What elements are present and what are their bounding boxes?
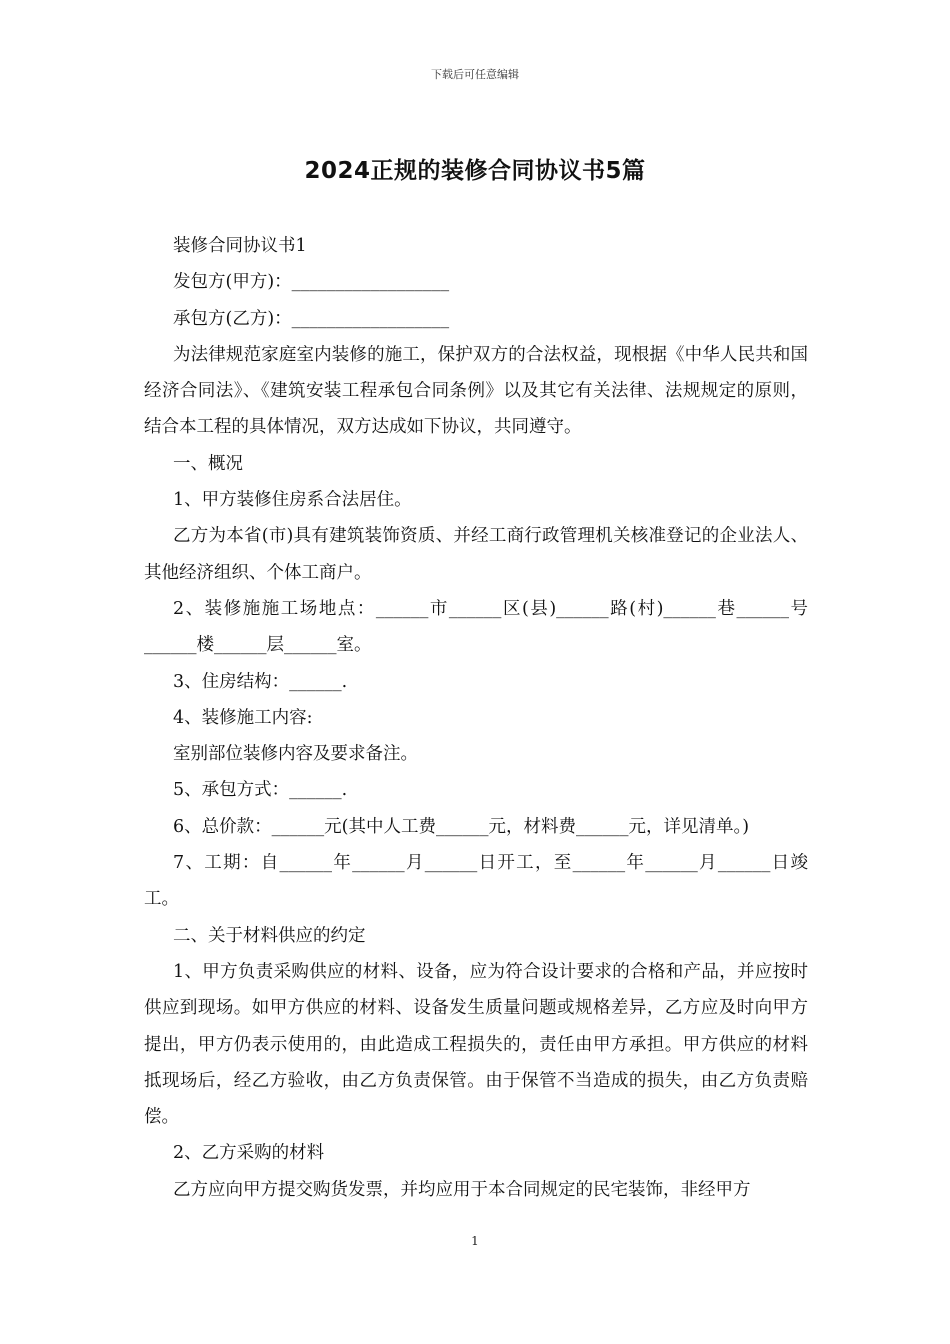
- paragraph-materials-1: 1、甲方负责采购供应的材料、设备，应为符合设计要求的合格和产品，并应按时供应到现场。如甲方供应的材料、设备发生质量问题或规格差异，乙方应及时向甲方提出，甲方仍表示使用的，由此造成工程损失的，责任由甲方承担。甲方供应的材料抵现场后，经乙方验收，由乙方负责保管。由于保管不当造成的损失，由乙方负责赔偿。: [144, 961, 808, 1128]
- paragraph-clause-2-site: 2、装修施施工场地点：______市______区(县)______路(村)______巷______号______楼______层______室。: [144, 598, 808, 656]
- document-body: [144, 228, 808, 1208]
- paragraph-clause-5-method: 5、承包方式：______.: [173, 780, 348, 801]
- paragraph-clause-6-price: 6、总价款：______元(其中人工费______元，材料费______元，详见清单。): [173, 816, 750, 837]
- paragraph-party-a: 发包方(甲方)：__________________: [173, 272, 450, 293]
- paragraph-clause-3-structure: 3、住房结构：______.: [173, 671, 348, 692]
- paragraph-contract-label: 装修合同协议书1: [173, 236, 307, 256]
- paragraph-party-b: 承包方(乙方)：__________________: [173, 308, 450, 329]
- page-number: 1: [471, 1234, 479, 1248]
- paragraph-clause-7-schedule: 7、工期：自______年______月______日开工，至______年______月______日竣工。: [144, 853, 808, 910]
- page-header-note: 下载后可任意编辑: [431, 68, 519, 81]
- paragraph-room-notes: 室别部位装修内容及要求备注。: [173, 744, 418, 765]
- paragraph-contractor-qualification: 乙方为本省(市)具有建筑装饰资质、并经工商行政管理机关核准登记的企业法人、其他经济组织、个体工商户。: [144, 526, 808, 583]
- section-heading-materials: 二、关于材料供应的约定: [173, 925, 366, 946]
- paragraph-materials-2: 2、乙方采购的材料: [173, 1143, 325, 1164]
- paragraph-preamble: 为法律规范家庭室内装修的施工，保护双方的合法权益，现根据《中华人民共和国经济合同法》、《建筑安装工程承包合同条例》以及其它有关法律、法规规定的原则，结合本工程的具体情况，双方达成如下协议，共同遵守。: [144, 344, 808, 438]
- paragraph-clause-1: 1、甲方装修住房系合法居住。: [173, 490, 412, 511]
- document-title: 2024正规的装修合同协议书5篇: [304, 158, 646, 184]
- paragraph-materials-2-detail: 乙方应向甲方提交购货发票，并均应用于本合同规定的民宅装饰，非经甲方: [173, 1179, 751, 1200]
- paragraph-clause-4-content: 4、装修施工内容:: [173, 707, 313, 728]
- section-heading-overview: 一、概况: [173, 453, 243, 474]
